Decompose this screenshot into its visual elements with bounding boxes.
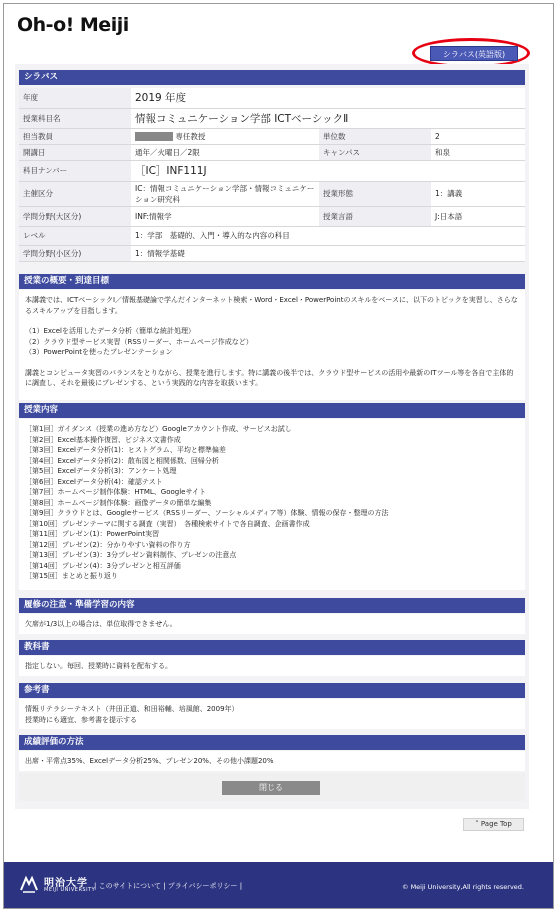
schedule-item: ［第10回］プレゼンテーマに関する調査（実習） 各種検索サイトで各自調査、企画書作成: [25, 519, 310, 528]
credits-value: 2: [431, 128, 525, 144]
footer-separator: |: [163, 882, 166, 890]
overview-heading: 授業の概要・到達目標: [19, 274, 525, 289]
lang-value: J:日本語: [431, 206, 525, 226]
schedule-item: ［第5回］Excelデータ分析(3)：アンケート処理: [25, 467, 177, 475]
schedule-item: ［第8回］ホームページ制作体験：画像データの簡単な編集: [25, 498, 212, 507]
reference-box: [19, 699, 525, 729]
footer-logo-jp[interactable]: 明治大学: [44, 878, 88, 889]
page-top-button[interactable]: ˄ Page Top: [463, 818, 524, 831]
footer-logo-en: MEIJI UNIVERSITY: [44, 887, 96, 893]
reference-line-1: 情報リテラシーテキスト（井田正道、和田裕輔、培風館、2009年）: [25, 705, 239, 713]
site-logo[interactable]: Oh-o! Meiji: [17, 14, 129, 36]
teacher-label: 担当教員: [19, 128, 131, 144]
schedule-item: ［第14回］プレゼン(4)：3分プレゼンと相互評価: [25, 561, 181, 570]
overview-item-3: （3）PowerPointを使ったプレゼンテーション: [25, 348, 173, 356]
redacted-name: [135, 132, 173, 141]
grading-heading: 成績評価の方法: [19, 735, 525, 750]
content-heading: 授業内容: [19, 403, 525, 418]
textbook-heading: 教科書: [19, 640, 525, 655]
overview-paragraph-2: 講義とコンピュータ実習のバランスをとりながら、授業を進行します。特に講義の後半では、クラウド型サービスの活用や最新のITツール等を各自で主体的に調査し、それを最後にプレゼンする、という実践的な内容を取扱います。: [25, 368, 514, 387]
schedule-item: ［第7回］ホームページ制作体験：HTML、Googleサイト: [25, 488, 206, 496]
schedule-item: ［第2回］Excel基本操作復習、ビジネス文書作成: [25, 435, 181, 444]
credits-label: 単位数: [319, 128, 431, 144]
campus-value: 和泉: [431, 144, 525, 160]
schedule-item: ［第6回］Excelデータ分析(4)：確認テスト: [25, 477, 163, 486]
schedule-item: ［第12回］プレゼン(2)：分かりやすい資料の作り方: [25, 540, 191, 549]
dept-label: 主催区分: [19, 181, 131, 206]
schedule-item: ［第13回］プレゼン(3)：3分プレゼン資料制作、プレゼンの注意点: [25, 551, 237, 559]
footer-link-about[interactable]: このサイトについて: [98, 882, 161, 890]
level-label: レベル: [19, 226, 131, 245]
footer-separator: |: [239, 882, 243, 890]
term-label: 開講日: [19, 144, 131, 160]
english-syllabus-button[interactable]: シラバス(英語版): [430, 46, 518, 61]
caret-up-icon: ˄: [475, 820, 481, 828]
overview-item-2: （2）クラウド型サービス実習（RSSリーダー、ホームページ作成など）: [25, 337, 253, 346]
reference-heading: 参考書: [19, 683, 525, 698]
term-value: 通年／火曜日／2限: [131, 144, 319, 160]
schedule-item: ［第9回］クラウドとは、Googleサービス（RSSリーダー、ソーシャルメディア等）体験、情報の保存・整理の方法: [25, 509, 389, 517]
schedule-item: ［第11回］プレゼン(1)：PowerPoint実習: [25, 530, 160, 538]
notes-heading: 履修の注意・準備学習の内容: [19, 598, 525, 613]
overview-item-1: （1）Excelを活用したデータ分析（簡単な統計処理）: [25, 327, 195, 335]
field-small-label: 学問分野(小区分): [19, 245, 131, 261]
lang-label: 授業言語: [319, 206, 431, 226]
field-small-value: 1：情報学基礎: [131, 245, 525, 261]
form-label: 授業形態: [319, 181, 431, 206]
field-big-label: 学問分野(大区分): [19, 206, 131, 226]
content-box: [19, 419, 525, 590]
schedule-item: ［第1回］ガイダンス（授業の進め方など）Googleアカウント作成、サービスお試し: [25, 425, 292, 433]
schedule-item: ［第3回］Excelデータ分析(1)：ヒストグラム、平均と標準偏差: [25, 446, 226, 454]
overview-box: [19, 290, 525, 400]
notes-text: 欠席が1/3以上の場合は、単位取得できません。: [25, 620, 177, 628]
notes-box: [19, 614, 525, 634]
form-value: 1：講義: [431, 181, 525, 206]
grading-box: [19, 751, 525, 771]
textbook-box: [19, 656, 525, 676]
year-value: 2019 年度: [131, 88, 525, 108]
course-value: 情報コミュニケーション学部 ICTベーシックⅡ: [131, 108, 525, 128]
grading-text: 出席・平常点35%、Excelデータ分析25%、プレゼン20%、その他小課題20%: [25, 757, 274, 765]
field-big-value: INF:情報学: [131, 206, 319, 226]
footer-copyright: © Meiji University,All rights reserved.: [402, 883, 524, 891]
reference-line-2: 授業時にも適宜、参考書を提示する: [25, 715, 137, 724]
schedule-item: ［第4回］Excelデータ分析(2)：散布図と相関係数、回帰分析: [25, 456, 219, 465]
teacher-value: 専任教授: [131, 128, 319, 144]
course-label: 授業科目名: [19, 108, 131, 128]
meiji-logo-icon: [19, 874, 39, 894]
number-value: ［IC］INF111J: [131, 160, 525, 181]
level-value: 1：学部 基礎的、入門・導入的な内容の科目: [131, 226, 525, 245]
textbook-text: 指定しない。毎回、授業時に資料を配布する。: [25, 662, 172, 670]
overview-paragraph-1: 本講義では、ICTベーシックI／情報基礎論で学んだインターネット検索・Word・Excel・PowerPointのスキルをベースに、以下のトピックを実習し、さらなるスキルアップを目指します。: [25, 296, 518, 315]
footer: [4, 862, 553, 908]
syllabus-info-table: [19, 88, 525, 262]
footer-separator: |: [94, 882, 97, 890]
year-label: 年度: [19, 88, 131, 108]
campus-label: キャンパス: [319, 144, 431, 160]
schedule-item: ［第15回］まとめと振り返り: [25, 572, 118, 580]
close-button[interactable]: 閉じる: [222, 781, 320, 795]
footer-links: [94, 881, 242, 891]
syllabus-heading: シラバス: [19, 70, 525, 85]
footer-link-privacy[interactable]: プライバシーポリシー: [167, 882, 238, 890]
dept-value: IC：情報コミュニケーション学部・情報コミュニケーション研究科: [131, 181, 319, 206]
number-label: 科目ナンバー: [19, 160, 131, 181]
